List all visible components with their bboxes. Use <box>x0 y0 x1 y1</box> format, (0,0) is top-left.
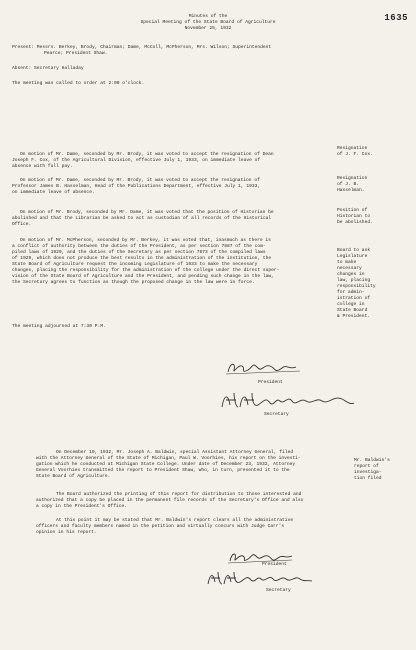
margin-note-cox-1: Resignation <box>337 146 368 151</box>
para3-line-2: abolished and that the Librarian be asked to act as custodian of all records of the Historical <box>12 216 272 221</box>
margin-note-board-9: istration of <box>337 296 371 301</box>
para3-line-3: Office. <box>12 222 32 227</box>
para1-line-1: On motion of Mr. Dame, seconded by Mr. Brody, it was voted to accept the resignation of Dean <box>20 152 274 157</box>
secretary-signature-2 <box>204 568 314 590</box>
margin-note-historian-3: be abolished. <box>337 220 373 225</box>
para4-line-8: the Secretary agrees to function as though the proposed change in the law were in force. <box>12 280 255 285</box>
printing-line-1: The Board authorized the printing of this report for distribution to those interested and <box>56 492 302 497</box>
margin-note-board-6: law, placing <box>337 278 371 283</box>
margin-note-board-12: & President. <box>337 314 371 319</box>
adjourned-line: The meeting adjourned at 7:30 P.M. <box>12 324 106 329</box>
secretary-label-1: Secretary <box>264 412 289 417</box>
margin-note-historian-1: Position of <box>337 208 368 213</box>
margin-note-cox-2: of J. F. Cox. <box>337 152 373 157</box>
final-line-2: officers and faculty members named in the petition and virtually concurs with Judge Carr's <box>36 524 285 529</box>
header-line-3: November 25, 1932 <box>184 26 232 31</box>
margin-note-baldwin-4: tion filed <box>354 476 382 481</box>
baldwin-line-3: gation which he conducted at Michigan State College. Under date of December 23, 1932, Attorney <box>36 462 296 467</box>
secretary-label-2: Secretary <box>266 588 291 593</box>
header-line-1: Minutes of the <box>188 14 228 19</box>
header-line-2: Special Meeting of the State Board of Agriculture <box>140 20 276 25</box>
margin-note-baldwin-3: investiga- <box>354 470 382 475</box>
margin-note-board-10: college in <box>337 302 365 307</box>
final-line-1: At this point it may be stated that Mr. Baldwin's report clears all the administrative <box>56 518 294 523</box>
margin-note-board-4: necessary <box>337 266 362 271</box>
margin-note-hasselman-1: Resignation <box>337 176 368 181</box>
para4-line-6: changes, placing the responsibility for the administration of the college under the direct super- <box>12 268 280 273</box>
page-number: 1635 <box>384 13 408 23</box>
margin-note-baldwin-2: report of <box>354 464 379 469</box>
final-line-3: opinion in his report. <box>36 530 97 535</box>
margin-note-board-3: to make <box>337 260 357 265</box>
printing-line-3: a copy in the President's Office. <box>36 504 127 509</box>
president-label-1: President <box>258 380 283 385</box>
para2-line-2: Professor James B. Hasselman, Head of the Publications Department, effective July 1, 1933, <box>12 184 261 189</box>
margin-note-hasselman-3: Hasselman. <box>337 188 365 193</box>
para2-line-3: on immediate leave of absence. <box>12 190 95 195</box>
para3-line-1: On motion of Mr. Brody, seconded by Mr. Dame, it was voted that the position of Historian be <box>20 210 274 215</box>
margin-note-board-8: for admin- <box>337 290 365 295</box>
margin-note-historian-2: Historian to <box>337 214 371 219</box>
para4-line-5: State Board of Agriculture request the incoming Legislature of 1933 to make the necessary <box>12 262 258 267</box>
baldwin-line-2: with the Attorney General of the State of Michigan, Paul W. Voorhies, his report on the investi- <box>36 456 301 461</box>
baldwin-line-1: On December 10, 1932, Mr. Joseph A. Baldwin, special Assistant Attorney General, filed <box>56 450 294 455</box>
present-line-2: Pearce; President Shaw. <box>44 51 108 56</box>
present-line-1: Present: Messrs. Berkey, Brody, Chairman; Dame, McColl, McPherson, Mrs. Wilson; Superintendent <box>12 45 272 50</box>
para4-line-4: of 1929, which does not produce the best results in the administration of the institution, the <box>12 256 272 261</box>
absent-line: Absent: Secretary Halladay <box>12 66 84 71</box>
margin-note-board-1: Board to ask <box>337 248 371 253</box>
para1-line-2: Joseph F. Cox, of the Agricultural Division, effective July 1, 1933, on immediate leave of <box>12 158 261 163</box>
margin-note-board-2: Legislature <box>337 254 368 259</box>
printing-line-2: authorized that a copy be placed in the permanent file records of the Secretary's Office and also <box>36 498 304 503</box>
margin-note-board-11: State Board <box>337 308 368 313</box>
para4-line-3: piled laws of 1929, and the duties of the Secretary as per section 7873 of the compiled laws <box>12 250 266 255</box>
baldwin-line-5: State Board of Agriculture. <box>36 474 111 479</box>
para4-line-7: vision of the State Board of Agriculture and the President, and pending such change in the law, <box>12 274 274 279</box>
para2-line-1: On motion of Mr. Dame, seconded by Mr. Brody, it was voted to accept the resignation of <box>20 178 260 183</box>
para4-line-2: a conflict of authority between the duties of the President, as per section 7887 of the com- <box>12 244 266 249</box>
called-to-order: The meeting was called to order at 2:00 o'clock. <box>12 81 145 86</box>
margin-note-baldwin-1: Mr. Baldwin's <box>354 458 390 463</box>
president-label-2: President <box>262 562 287 567</box>
secretary-signature-1 <box>218 389 358 413</box>
margin-note-board-7: responsibility <box>337 284 376 289</box>
margin-note-board-5: changes in <box>337 272 365 277</box>
margin-note-hasselman-2: of J. B. <box>337 182 360 187</box>
president-signature-1 <box>224 358 304 378</box>
baldwin-line-4: General Voorhies transmitted the report to President Shaw, who, in turn, presented it to the <box>36 468 290 473</box>
para1-line-3: absence with full pay. <box>12 164 73 169</box>
para4-line-1: On motion of Mr. McPherson, seconded by Mr. Berkey, it was voted that, inasmuch as there is <box>20 238 271 243</box>
